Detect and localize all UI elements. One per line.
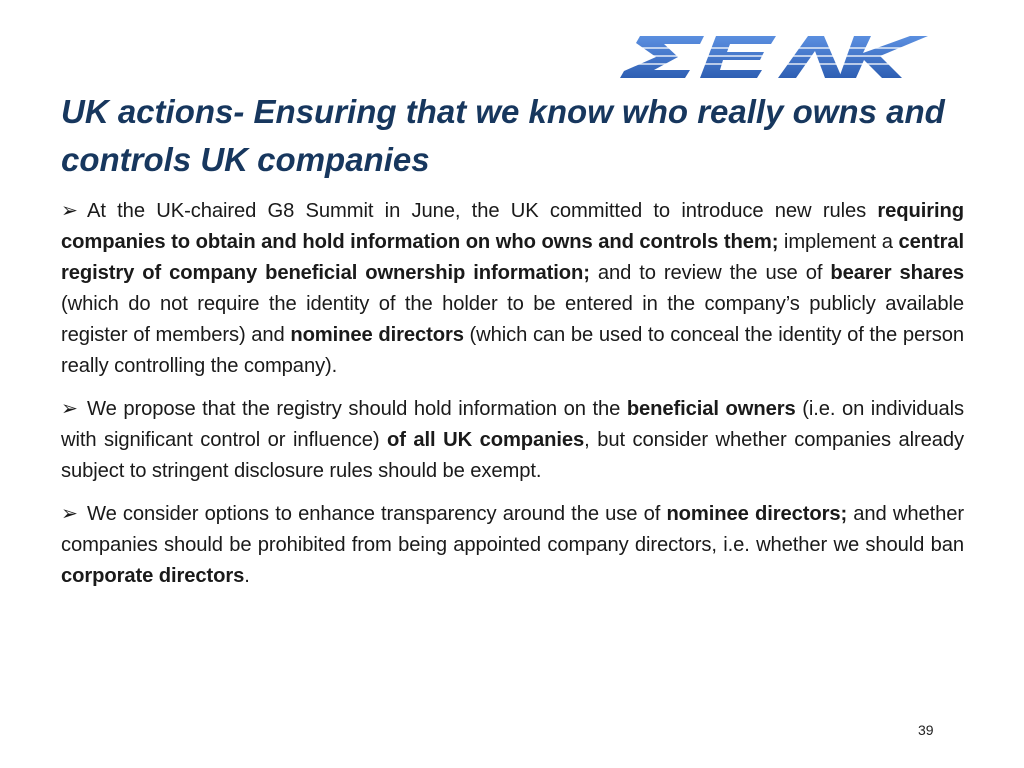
seak-logo-mark: [618, 34, 930, 80]
text-run: and to review the use of: [589, 262, 831, 284]
bold-text-run: bearer shares: [830, 262, 964, 284]
bold-text-run: of all UK companies: [387, 429, 585, 451]
text-run: At the UK-chaired G8 Summit in June, the UK committed to introduce new rules: [87, 200, 878, 222]
bold-text-run: nominee directors: [290, 324, 464, 346]
bullet-paragraph-3: [61, 499, 964, 592]
seak-logo: [618, 34, 930, 80]
arrow-bullet-icon: ➢: [61, 503, 78, 525]
bold-text-run: corporate directors: [61, 565, 245, 587]
text-run: (which do not require the identity of the holder to be entered in the company’s publicly available register of members) and: [61, 293, 964, 346]
text-run: and whether companies should be prohibited from being appointed company directors, i.e. whether we should ban: [61, 503, 964, 556]
bold-text-run: nominee directors;: [666, 503, 848, 525]
slide-body: [61, 196, 964, 604]
bullet-paragraph-1: [61, 196, 964, 382]
text-run: We consider options to enhance transparency around the use of: [87, 503, 667, 525]
arrow-bullet-icon: ➢: [61, 200, 78, 222]
text-run: We propose that the registry should hold information on the: [87, 398, 627, 420]
text-run: , but consider whether companies already subject to stringent disclosure rules should be exempt.: [61, 429, 964, 482]
slide-title: UK actions- Ensuring that we know who really owns and controls UK companies: [61, 93, 945, 178]
text-run: .: [244, 565, 250, 587]
bold-text-run: requiring companies to obtain and hold information on who owns and controls them;: [61, 200, 964, 253]
page-number: 39: [918, 722, 934, 738]
bullet-paragraph-2: [61, 394, 964, 487]
text-run: (which can be used to conceal the identity of the person really controlling the company).: [61, 324, 964, 377]
arrow-bullet-icon: ➢: [61, 398, 78, 420]
bold-text-run: central registry of company beneficial ownership information;: [61, 231, 965, 284]
text-run: implement a: [778, 231, 899, 253]
bold-text-run: beneficial owners: [626, 398, 796, 420]
text-run: (i.e. on individuals with significant control or influence): [61, 398, 964, 451]
logo-text: [618, 80, 619, 81]
